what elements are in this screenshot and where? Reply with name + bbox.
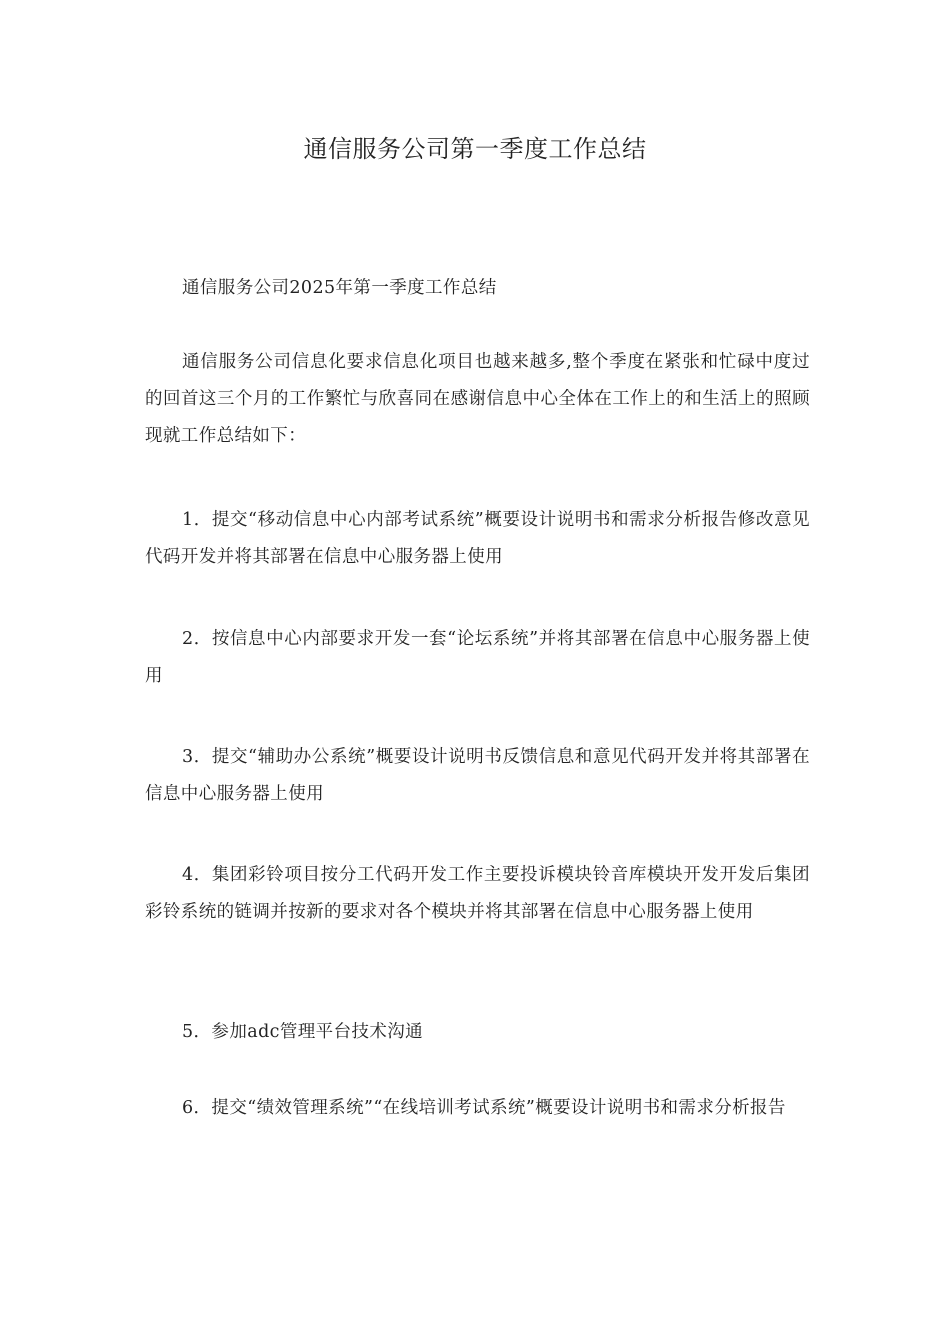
list-item: 1．提交“移动信息中心内部考试系统”概要设计说明书和需求分析报告修改意见代码开发并将其部署在信息中心服务器上使用 [145, 509, 810, 567]
list-item: 2．按信息中心内部要求开发一套“论坛系统”并将其部署在信息中心服务器上使用 [145, 628, 810, 686]
list-item: 3．提交“辅助办公系统”概要设计说明书反馈信息和意见代码开发并将其部署在信息中心服务器上使用 [145, 746, 810, 804]
intro-paragraph: 通信服务公司信息化要求信息化项目也越来越多,整个季度在紧张和忙碌中度过的回首这三个月的工作繁忙与欣喜同在感谢信息中心全体在工作上的和生活上的照顾现就工作总结如下： [145, 351, 810, 446]
document-subtitle: 通信服务公司2025年第一季度工作总结 [182, 277, 497, 298]
list-item: 6．提交“绩效管理系统”“在线培训考试系统”概要设计说明书和需求分析报告 [182, 1097, 786, 1118]
list-item: 5．参加adc管理平台技术沟通 [182, 1021, 424, 1042]
document-title: 通信服务公司第一季度工作总结 [303, 135, 647, 163]
list-item: 4．集团彩铃项目按分工代码开发工作主要投诉模块铃音库模块开发开发后集团彩铃系统的链调并按新的要求对各个模块并将其部署在信息中心服务器上使用 [145, 864, 810, 922]
